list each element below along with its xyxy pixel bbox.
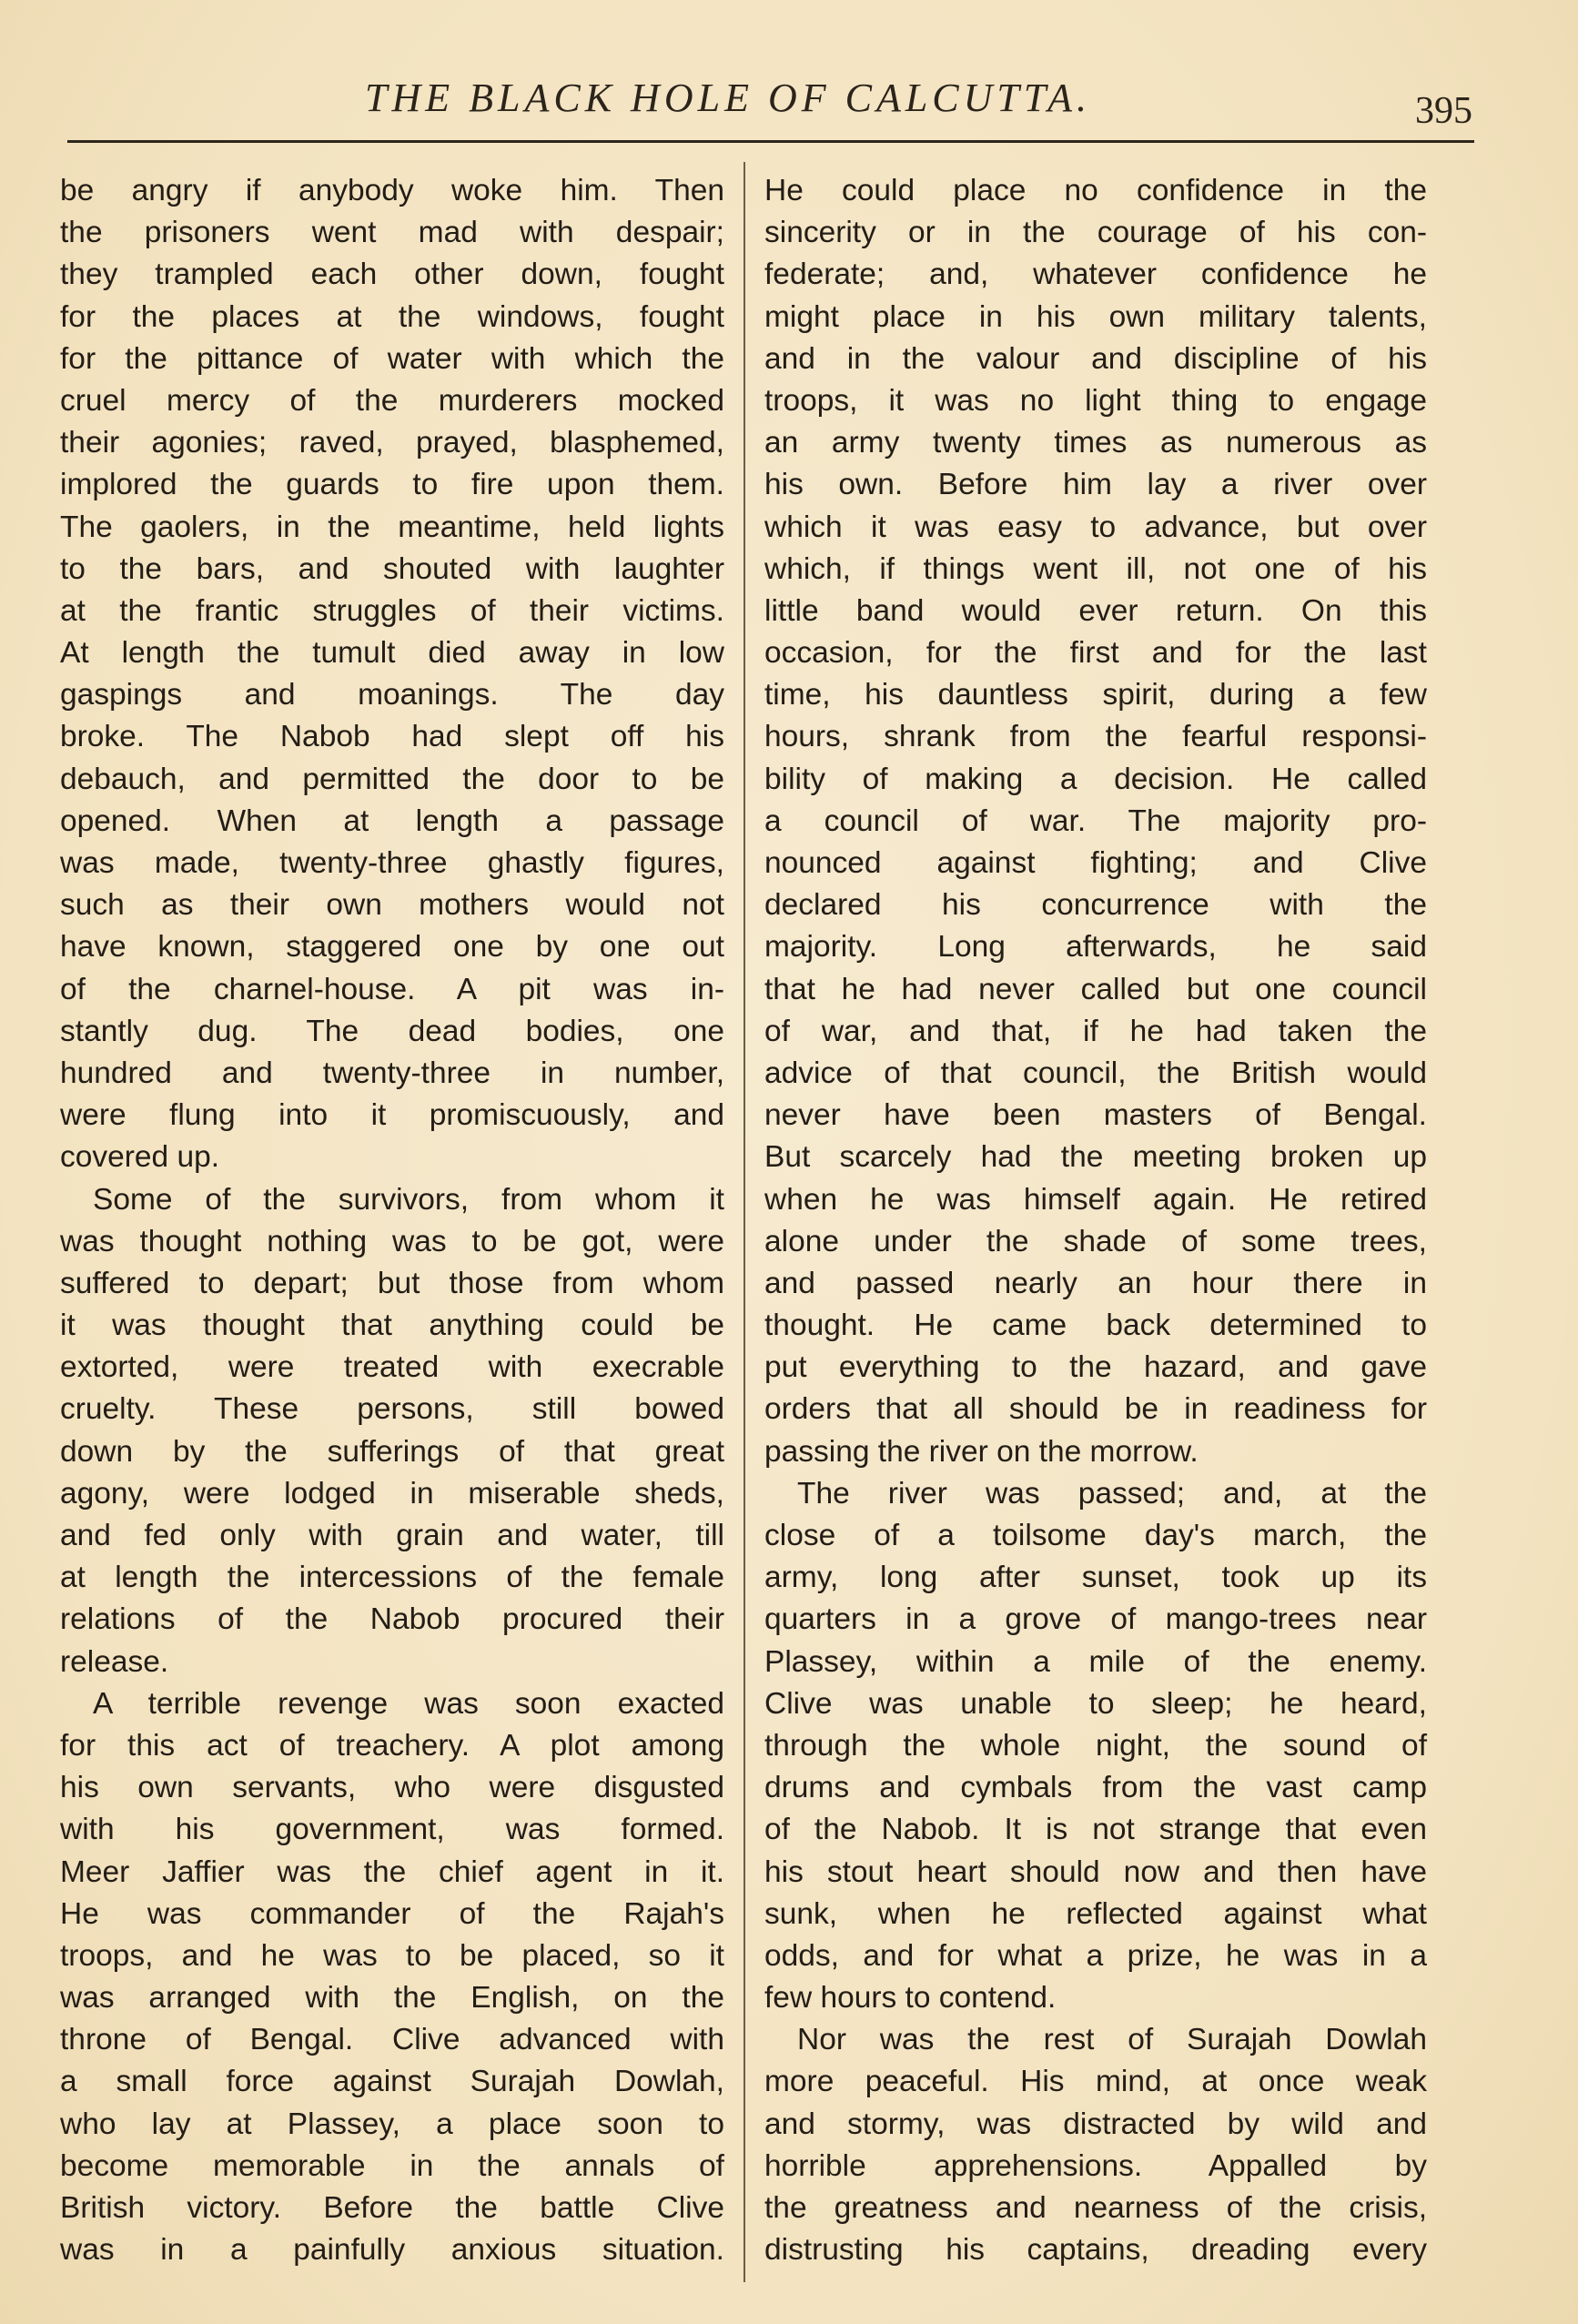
text-line: throne of Bengal. Clive advanced with	[60, 2023, 724, 2057]
text-line: cruel mercy of the murderers mocked	[60, 383, 724, 418]
text-line: was arranged with the English, on the	[60, 1981, 724, 2016]
text-line: his stout heart should now and then have	[764, 1854, 1427, 1889]
text-line: that he had never called but one council	[764, 972, 1427, 1006]
column-divider	[743, 162, 745, 2282]
text-line: hundred and twenty-three in number,	[60, 1056, 724, 1090]
text-line: of the Nabob. It is not strange that even	[764, 1813, 1427, 1847]
text-line: for the pittance of water with which the	[60, 341, 724, 376]
text-line: with his government, was formed.	[60, 1813, 724, 1847]
text-line: occasion, for the first and for the last	[764, 636, 1427, 671]
text-line: a small force against Surajah Dowlah,	[60, 2065, 724, 2099]
text-line: Meer Jaffier was the chief agent in it.	[60, 1854, 724, 1889]
text-line: they trampled each other down, fought	[60, 258, 724, 292]
text-line: federate; and, whatever confidence he	[764, 258, 1427, 292]
text-line: At length the tumult died away in low	[60, 636, 724, 671]
text-line: little band would ever return. On this	[764, 593, 1427, 628]
text-line: time, his dauntless spirit, during a few	[764, 678, 1427, 712]
text-line: such as their own mothers would not	[60, 888, 724, 923]
text-line: British victory. Before the battle Clive	[60, 2191, 724, 2225]
text-line: it was thought that anything could be	[60, 1309, 724, 1343]
text-line: more peaceful. His mind, at once weak	[764, 2065, 1427, 2099]
text-line: advice of that council, the British would	[764, 1056, 1427, 1090]
text-line: nounced against fighting; and Clive	[764, 846, 1427, 880]
text-line: gaspings and moanings. The day	[60, 678, 724, 712]
text-line: for the places at the windows, fought	[60, 299, 724, 334]
text-line: and passed nearly an hour there in	[764, 1266, 1427, 1300]
text-line: of war, and that, if he had taken the	[764, 1014, 1427, 1048]
text-line: few hours to contend.	[764, 1981, 1057, 2016]
text-line: distrusting his captains, dreading every	[764, 2233, 1427, 2268]
text-line: the greatness and nearness of the crisis,	[764, 2191, 1427, 2225]
text-line: sincerity or in the courage of his con-	[764, 216, 1427, 250]
text-line: be angry if anybody woke him. Then	[60, 174, 724, 207]
text-line: when he was himself again. He retired	[764, 1182, 1427, 1217]
text-line: put everything to the hazard, and gave	[764, 1350, 1427, 1385]
text-line: He was commander of the Rajah's	[60, 1896, 724, 1931]
text-line: The gaolers, in the meantime, held lights	[60, 510, 724, 544]
text-line: cruelty. These persons, still bowed	[60, 1392, 724, 1427]
text-line: The river was passed; and, at the	[797, 1476, 1427, 1511]
text-line: passing the river on the morrow.	[764, 1434, 1199, 1469]
text-line: a council of war. The majority pro-	[764, 803, 1427, 838]
text-line: army, long after sunset, took up its	[764, 1561, 1427, 1595]
text-line: Nor was the rest of Surajah Dowlah	[797, 2023, 1427, 2057]
text-line: become memorable in the annals of	[60, 2148, 724, 2183]
text-line: to the bars, and shouted with laughter	[60, 551, 724, 586]
text-line: for this act of treachery. A plot among	[60, 1728, 724, 1763]
text-line: at length the intercessions of the female	[60, 1561, 724, 1595]
text-line: covered up.	[60, 1140, 220, 1175]
running-head: THE BLACK HOLE OF CALCUTTA.	[365, 76, 1091, 120]
text-line: orders that all should be in readiness for	[764, 1392, 1427, 1427]
text-line: his own. Before him lay a river over	[764, 468, 1427, 502]
text-line: majority. Long afterwards, he said	[764, 930, 1427, 965]
text-line: quarters in a grove of mango-trees near	[764, 1602, 1427, 1637]
text-line: But scarcely had the meeting broken up	[764, 1140, 1427, 1175]
text-line: was thought nothing was to be got, were	[60, 1224, 724, 1258]
text-line: were flung into it promiscuously, and	[60, 1098, 724, 1133]
text-line: release.	[60, 1644, 169, 1679]
text-line: opened. When at length a passage	[60, 803, 724, 838]
text-line: was in a painfully anxious situation.	[60, 2233, 724, 2268]
text-line: which, if things went ill, not one of his	[764, 551, 1427, 586]
text-line: and stormy, was distracted by wild and	[764, 2107, 1427, 2141]
text-line: never have been masters of Bengal.	[764, 1098, 1427, 1133]
text-line: at the frantic struggles of their victims.	[60, 593, 724, 628]
text-line: and fed only with grain and water, till	[60, 1519, 724, 1552]
text-line: down by the sufferings of that great	[60, 1434, 724, 1469]
text-line: their agonies; raved, prayed, blasphemed,	[60, 426, 724, 460]
text-line: troops, and he was to be placed, so it	[60, 1938, 724, 1973]
text-line: suffered to depart; but those from whom	[60, 1266, 724, 1300]
text-line: the prisoners went mad with despair;	[60, 216, 724, 250]
text-line: Plassey, within a mile of the enemy.	[764, 1644, 1427, 1679]
text-line: through the whole night, the sound of	[764, 1728, 1427, 1763]
text-line: Some of the survivors, from whom it	[93, 1182, 724, 1217]
text-line: and in the valour and discipline of his	[764, 341, 1427, 376]
text-line: thought. He came back determined to	[764, 1309, 1427, 1343]
text-line: declared his concurrence with the	[764, 888, 1427, 923]
text-line: of the charnel-house. A pit was in-	[60, 972, 724, 1006]
text-line: an army twenty times as numerous as	[764, 426, 1427, 460]
text-line: have known, staggered one by one out	[60, 930, 724, 965]
text-line: troops, it was no light thing to engage	[764, 383, 1427, 418]
left-column	[60, 170, 724, 2271]
text-line: He could place no confidence in the	[764, 174, 1427, 207]
text-line: bility of making a decision. He called	[764, 762, 1427, 796]
text-line: agony, were lodged in miserable sheds,	[60, 1476, 724, 1511]
text-line: close of a toilsome day's march, the	[764, 1519, 1427, 1552]
text-line: drums and cymbals from the vast camp	[764, 1771, 1427, 1805]
text-line: which it was easy to advance, but over	[764, 510, 1427, 544]
text-line: horrible apprehensions. Appalled by	[764, 2148, 1427, 2183]
text-line: alone under the shade of some trees,	[764, 1224, 1427, 1258]
text-line: relations of the Nabob procured their	[60, 1602, 724, 1637]
right-column	[764, 170, 1427, 2271]
text-line: who lay at Plassey, a place soon to	[60, 2107, 724, 2141]
text-line: A terrible revenge was soon exacted	[93, 1686, 724, 1721]
text-line: Clive was unable to sleep; he heard,	[764, 1686, 1427, 1721]
text-line: stantly dug. The dead bodies, one	[60, 1014, 724, 1048]
text-line: odds, and for what a prize, he was in a	[764, 1938, 1427, 1973]
text-line: might place in his own military talents,	[764, 299, 1427, 334]
page-number: 395	[1415, 90, 1472, 132]
text-line: his own servants, who were disgusted	[60, 1771, 724, 1805]
text-line: debauch, and permitted the door to be	[60, 762, 724, 796]
header-rule	[67, 140, 1474, 143]
text-line: broke. The Nabob had slept off his	[60, 720, 724, 754]
text-line: hours, shrank from the fearful responsi-	[764, 720, 1427, 754]
text-line: extorted, were treated with execrable	[60, 1350, 724, 1385]
text-line: implored the guards to fire upon them.	[60, 468, 724, 502]
text-line: sunk, when he reflected against what	[764, 1896, 1427, 1931]
text-line: was made, twenty-three ghastly figures,	[60, 846, 724, 880]
